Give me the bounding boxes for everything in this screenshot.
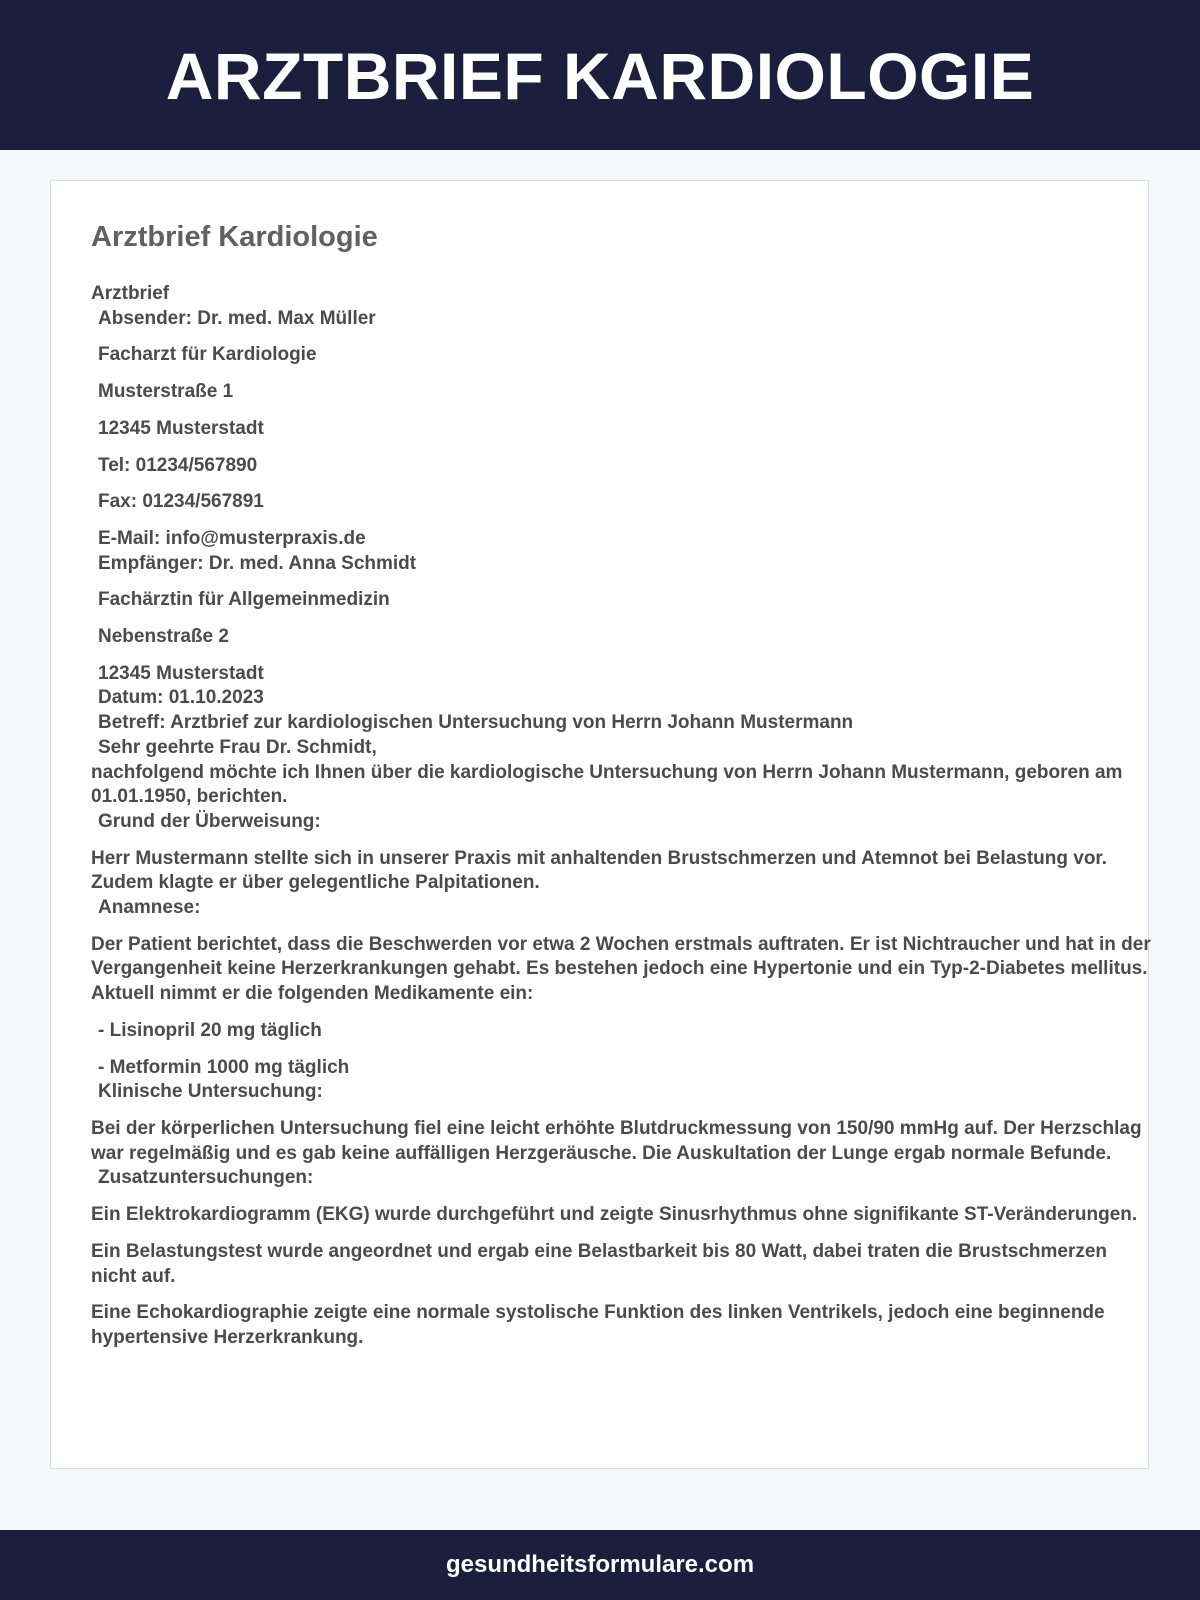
- sender-phone: Tel: 01234/567890: [98, 454, 258, 476]
- document-label: Arztbrief: [91, 283, 170, 304]
- medication-item: - Lisinopril 20 mg täglich: [98, 1019, 322, 1041]
- additional-paragraph: Eine Echokardiographie zeigte eine normale systolische Funktion des linken Ventrikels, jedoch eine beginnende hypertensive Herzerkrankung.: [91, 1302, 1105, 1348]
- sender-fax: Fax: 01234/567891: [98, 491, 264, 513]
- salutation: Sehr geehrte Frau Dr. Schmidt,: [98, 736, 377, 758]
- additional-heading: Zusatzuntersuchungen:: [98, 1167, 314, 1189]
- sender-specialty: Facharzt für Kardiologie: [98, 344, 317, 366]
- recipient-city: 12345 Musterstadt: [98, 662, 264, 684]
- medication-item: - Metformin 1000 mg täglich: [98, 1056, 350, 1078]
- anamnesis-text: Der Patient berichtet, dass die Beschwerden vor etwa 2 Wochen erstmals auftraten. Er ist Nichtraucher und hat in der Vergangenheit keine Herzerkrankungen gehabt. Es bestehen jedoch eine Hypertonie und ein Typ-2-Diabetes mellitus. Aktuell nimmt er die folgenden Medikamente ein:: [91, 933, 1151, 1005]
- anamnesis-heading: Anamnese:: [98, 897, 201, 919]
- sender-email: E-Mail: info@musterpraxis.de: [98, 527, 366, 549]
- letter-subject: Betreff: Arztbrief zur kardiologischen Untersuchung von Herrn Johann Mustermann: [98, 712, 854, 734]
- intro-text: nachfolgend möchte ich Ihnen über die kardiologische Untersuchung von Herrn Johann Mustermann, geboren am 01.01.1950, berichten.: [91, 761, 1123, 808]
- sender-name: Absender: Dr. med. Max Müller: [98, 307, 376, 329]
- letter-date: Datum: 01.10.2023: [98, 687, 264, 709]
- recipient-name: Empfänger: Dr. med. Anna Schmidt: [98, 552, 417, 574]
- clinical-text: Bei der körperlichen Untersuchung fiel eine leicht erhöhte Blutdruckmessung von 150/90 mmHg auf. Der Herzschlag war regelmäßig und es gab keine auffälligen Herzgeräusche. Die Auskultation der Lunge ergab normale Befunde.: [91, 1117, 1142, 1164]
- referral-text: Herr Mustermann stellte sich in unserer Praxis mit anhaltenden Brustschmerzen und Atemnot bei Belastung vor. Zudem klagte er über gelegentliche Palpitationen.: [91, 847, 1108, 894]
- footer-site: gesundheitsformulare.com: [445, 1551, 755, 1578]
- clinical-heading: Klinische Untersuchung:: [98, 1081, 323, 1103]
- additional-paragraph: Ein Belastungstest wurde angeordnet und ergab eine Belastbarkeit bis 80 Watt, dabei traten die Brustschmerzen nicht auf.: [91, 1240, 1108, 1287]
- sender-street: Musterstraße 1: [98, 381, 234, 403]
- referral-heading: Grund der Überweisung:: [98, 810, 321, 832]
- letter-content: [91, 217, 1151, 1351]
- banner-title: ARZTBRIEF KARDIOLOGIE: [165, 39, 1035, 113]
- recipient-street: Nebenstraße 2: [98, 626, 229, 648]
- recipient-specialty: Fachärztin für Allgemeinmedizin: [98, 589, 390, 611]
- document-title: Arztbrief Kardiologie: [91, 221, 378, 253]
- sender-city: 12345 Musterstadt: [98, 417, 264, 439]
- header-banner: [0, 0, 1200, 150]
- additional-paragraph: Ein Elektrokardiogramm (EKG) wurde durchgeführt und zeigte Sinusrhythmus ohne signifikante ST-Veränderungen.: [91, 1204, 1138, 1226]
- footer-banner: [0, 1530, 1200, 1600]
- letter-card: [50, 180, 1149, 1469]
